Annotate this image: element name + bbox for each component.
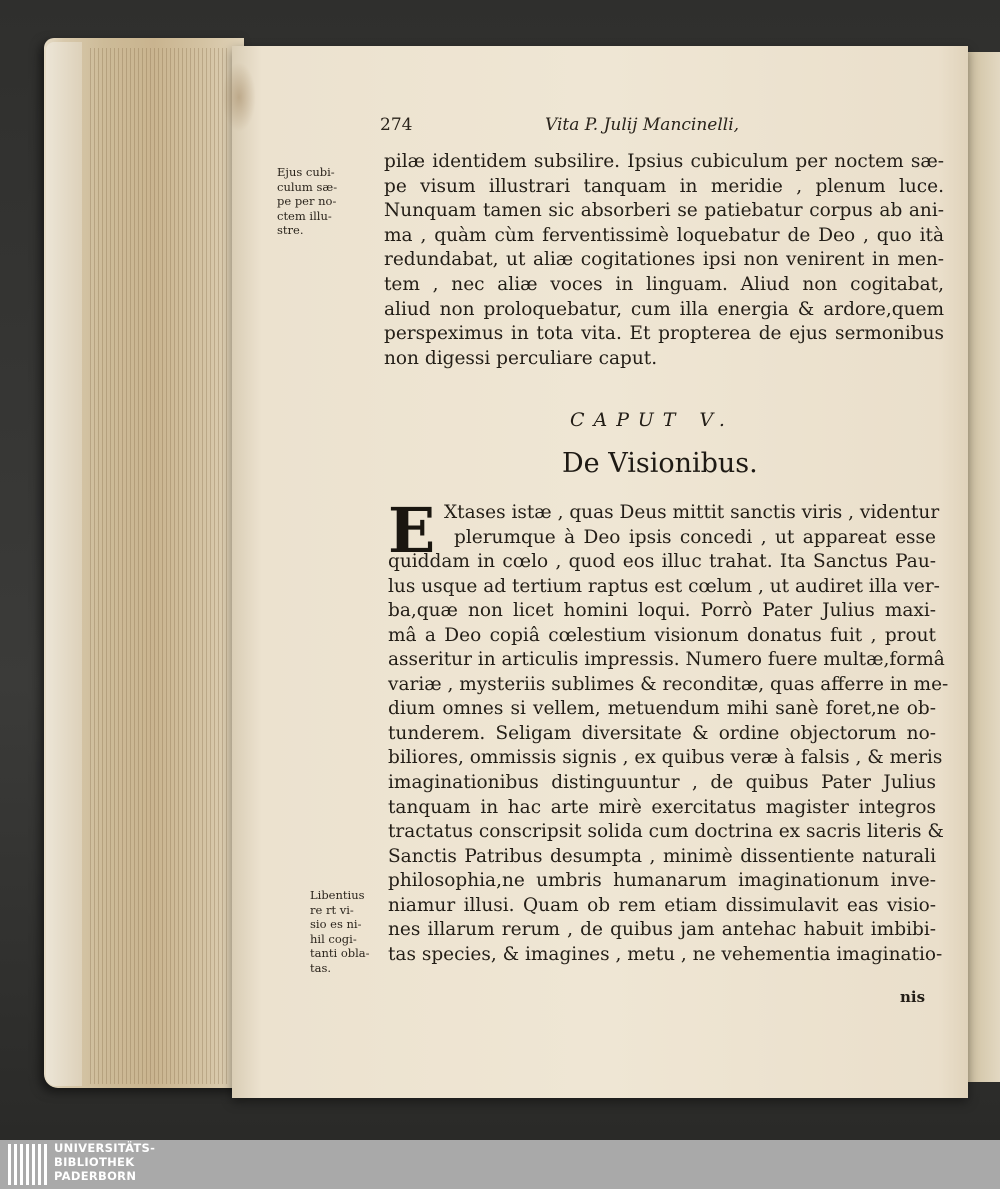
- text-line: niamur illusi. Quam ob rem etiam dissimulavit eas visio-: [388, 894, 936, 916]
- margin-note-line: Libentius: [310, 888, 365, 902]
- library-footer: [0, 1140, 1000, 1189]
- text-line: imaginationibus distinguuntur , de quibus Pater Julius: [388, 772, 936, 794]
- library-name-line: BIBLIOTHEK: [54, 1155, 135, 1169]
- text-line: pe visum illustrari tanquam in meridie , plenum luce.: [384, 175, 944, 197]
- text-line: tractatus conscripsit solida cum doctrina ex sacris literis &: [388, 821, 944, 843]
- text-line: perspeximus in tota vita. Et propterea de ejus sermonibus: [384, 323, 944, 345]
- text-line: variæ , mysteriis sublimes & reconditæ, quas afferre in me-: [388, 673, 949, 695]
- margin-note-line: hil cogi-: [310, 931, 357, 946]
- text-line: biliores, ommissis signis , ex quibus veræ à falsis , & meris: [388, 747, 943, 769]
- chapter-label: CAPUT V.: [570, 409, 734, 431]
- text-line: tas species, & imagines , metu , ne vehementia imaginatio-: [388, 943, 943, 965]
- margin-note-1: [277, 165, 367, 238]
- paragraph-2: [388, 494, 949, 967]
- margin-note-line: ctem illu-: [277, 208, 332, 223]
- text-line: tanquam in hac arte mirè exercitatus magister integros: [388, 796, 936, 818]
- margin-note-line: stre.: [277, 223, 304, 238]
- text-line: quiddam in cœlo , quod eos illuc trahat. Ita Sanctus Pau-: [388, 551, 936, 573]
- chapter-title: De Visionibus.: [562, 448, 758, 479]
- library-name-line: UNIVERSITÄTS-: [54, 1141, 156, 1155]
- text-line: lus usque ad tertium raptus est cœlum , ut audiret illa ver-: [388, 575, 940, 597]
- catchword: nis: [900, 988, 926, 1006]
- text-line: non digessi perculiare caput.: [384, 347, 658, 369]
- text-line: nes illarum rerum , de quibus jam antehac habuit imbibi-: [388, 919, 936, 941]
- library-name: [54, 1141, 155, 1183]
- text-line: tunderem. Seligam diversitate & ordine objectorum no-: [388, 722, 936, 744]
- text-line: plerumque à Deo ipsis concedi , ut appareat esse: [454, 526, 936, 548]
- text-line: asseritur in articulis impressis. Numero fuere multæ,formâ: [388, 649, 945, 671]
- page-edge-texture: [90, 48, 230, 1084]
- margin-note-line: re rt vi-: [310, 902, 354, 917]
- page-header: [380, 115, 820, 141]
- margin-note-2: [310, 888, 380, 976]
- running-title: Vita P. Julij Mancinelli,: [545, 115, 740, 135]
- book-cover-strip: [46, 42, 82, 1086]
- text-line: redundabat, ut aliæ cogitationes ipsi non venirent in men-: [384, 249, 944, 271]
- margin-note-line: tanti obla-: [310, 946, 370, 961]
- text-line: tem , nec aliæ voces in linguam. Aliud non cogitabat,: [384, 273, 944, 295]
- text-line: ma , quàm cùm ferventissimè loquebatur de Deo , quo ità: [384, 224, 944, 246]
- library-logo-icon: [8, 1144, 50, 1185]
- margin-note-line: Ejus cubi-: [277, 165, 335, 179]
- paragraph-1: [384, 150, 944, 371]
- text-line: pilæ identidem subsilire. Ipsius cubiculum per noctem sæ-: [384, 151, 944, 172]
- facing-page-edge: [964, 52, 1000, 1082]
- drop-cap: E: [388, 494, 436, 567]
- text-line: dium omnes si vellem, metuendum mihi sanè foret,ne ob-: [388, 698, 936, 720]
- text-line: Xtases istæ , quas Deus mittit sanctis viris , videntur: [444, 502, 940, 523]
- margin-note-line: tas.: [310, 960, 332, 975]
- text-line: ba,quæ non licet homini loqui. Porrò Pater Julius maxi-: [388, 600, 936, 622]
- text-line: Nunquam tamen sic absorberi se patiebatur corpus ab ani-: [384, 200, 944, 222]
- text-line: philosophia,ne umbris humanarum imaginationum inve-: [388, 870, 936, 892]
- page-number: 274: [380, 115, 413, 135]
- text-line: mâ a Deo copiâ cœlestium visionum donatus fuit , prout: [388, 624, 936, 646]
- library-name-line: PADERBORN: [54, 1169, 137, 1183]
- paper-stain: [222, 62, 256, 132]
- text-line: Sanctis Patribus desumpta , minimè dissentiente naturali: [388, 845, 936, 867]
- margin-note-line: pe per no-: [277, 194, 337, 209]
- text-line: aliud non proloquebatur, cum illa energia & ardore,quem: [384, 298, 944, 320]
- margin-note-line: sio es ni-: [310, 917, 362, 932]
- margin-note-line: culum sæ-: [277, 179, 338, 194]
